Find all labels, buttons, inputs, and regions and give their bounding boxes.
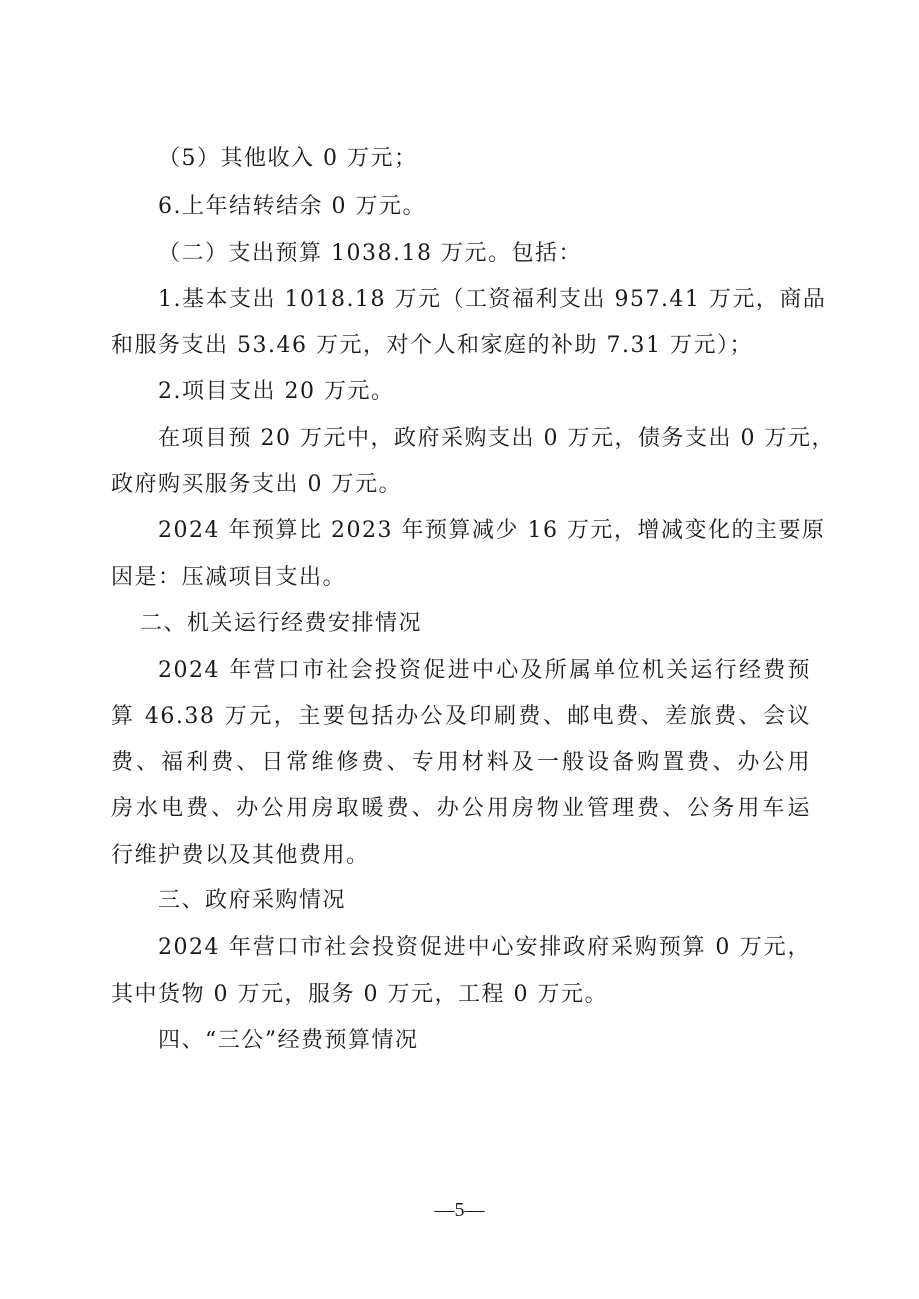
paragraph-line: 1.基本支出 1018.18 万元（工资福利支出 957.41 万元，商品 [158, 287, 827, 312]
paragraph-line: 其中货物 0 万元，服务 0 万元，工程 0 万元。 [111, 982, 608, 1007]
paragraph-line: 在项目预 20 万元中，政府采购支出 0 万元，债务支出 0 万元， [158, 426, 835, 451]
paragraph-line: 因是：压减项目支出。 [111, 565, 347, 590]
section-heading: 四、“三公”经费预算情况 [158, 1028, 419, 1053]
paragraph-line: 2.项目支出 20 万元。 [158, 379, 395, 404]
paragraph-line: （5）其他收入 0 万元； [158, 146, 418, 171]
page-number: —5— [434, 1199, 485, 1221]
paragraph-line: 和服务支出 53.46 万元，对个人和家庭的补助 7.31 万元）； [111, 333, 753, 358]
paragraph-line: 房水电费、办公用房取暖费、办公用房物业管理费、公务用车运 [111, 796, 811, 821]
paragraph-line: 行维护费以及其他费用。 [111, 843, 370, 868]
paragraph-line: 2024 年营口市社会投资促进中心及所属单位机关运行经费预 [158, 658, 811, 683]
paragraph-line: 6.上年结转结余 0 万元。 [158, 194, 426, 219]
section-heading: 二、机关运行经费安排情况 [140, 611, 423, 636]
paragraph-line: 算 46.38 万元，主要包括办公及印刷费、邮电费、差旅费、会议 [111, 704, 811, 729]
paragraph-line: 2024 年营口市社会投资促进中心安排政府采购预算 0 万元， [158, 935, 811, 960]
paragraph-line: 政府购买服务支出 0 万元。 [111, 472, 402, 497]
section-heading: 三、政府采购情况 [158, 888, 347, 913]
paragraph-line: 2024 年预算比 2023 年预算减少 16 万元，增减变化的主要原 [158, 518, 826, 543]
section-heading: （二）支出预算 1038.18 万元。包括： [158, 241, 582, 266]
paragraph-line: 费、福利费、日常维修费、专用材料及一般设备购置费、办公用 [111, 750, 811, 775]
